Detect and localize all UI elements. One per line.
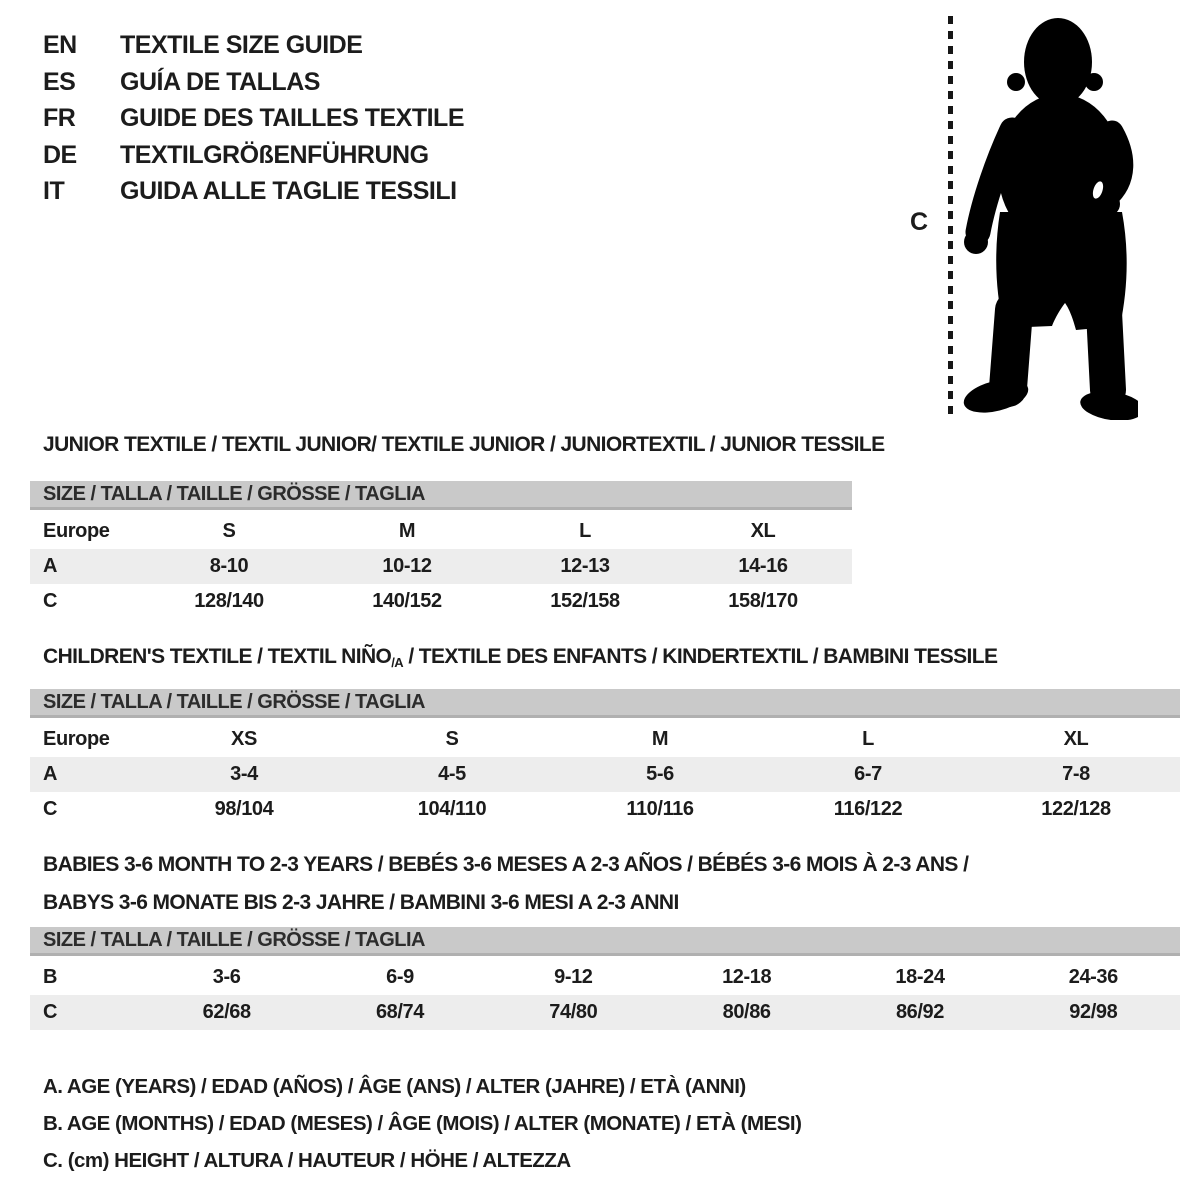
row-label: Europe <box>43 520 110 542</box>
children-size-table <box>30 689 1180 827</box>
size-header-label: SIZE / TALLA / TAILLE / GRÖSSE / TAGLIA <box>43 928 425 951</box>
size-header-label: SIZE / TALLA / TAILLE / GRÖSSE / TAGLIA <box>43 690 425 713</box>
language-title-list <box>43 27 464 210</box>
table-row-age <box>30 757 1180 792</box>
size-cell: M <box>651 728 669 750</box>
lang-code-de: DE <box>43 140 77 169</box>
junior-size-table <box>30 481 852 619</box>
height-measure-label: C <box>910 208 929 236</box>
height-cell: 74/80 <box>549 1001 598 1023</box>
height-cell: 80/86 <box>722 1001 771 1023</box>
lang-title-it: GUIDA ALLE TAGLIE TESSILI <box>120 177 457 205</box>
table-row-months <box>30 960 1180 995</box>
legend-age-months: B. AGE (MONTHS) / EDAD (MESES) / ÂGE (MOIS) / ALTER (MONATE) / ETÀ (MESI) <box>43 1112 802 1135</box>
size-cell: XL <box>750 520 776 542</box>
age-cell: 10-12 <box>382 555 432 577</box>
children-title-post: / TEXTILE DES ENFANTS / KINDERTEXTIL / BAMBINI TESSILE <box>403 645 998 668</box>
table-row-age <box>30 549 852 584</box>
size-cell: L <box>862 728 874 750</box>
table-row-europe <box>30 722 1180 757</box>
toddler-silhouette-icon <box>962 10 1138 420</box>
height-cell: 68/74 <box>375 1001 425 1023</box>
height-cell: 122/128 <box>1041 798 1111 820</box>
size-header-band <box>30 481 852 510</box>
months-cell: 12-18 <box>722 966 772 988</box>
row-label: C <box>43 590 58 612</box>
babies-size-table <box>30 927 1180 1030</box>
height-cell: 158/170 <box>728 590 798 612</box>
row-label: Europe <box>43 728 110 750</box>
row-label: A <box>43 763 58 785</box>
height-cell: 62/68 <box>202 1001 251 1023</box>
months-cell: 3-6 <box>212 966 241 988</box>
size-cell: S <box>222 520 236 542</box>
children-title-sub: /A <box>391 655 404 670</box>
lang-code-fr: FR <box>43 104 76 132</box>
height-cell: 92/98 <box>1069 1001 1118 1023</box>
months-cell: 24-36 <box>1068 966 1118 988</box>
row-label: C <box>43 798 58 820</box>
junior-section-title: JUNIOR TEXTILE / TEXTIL JUNIOR/ TEXTILE JUNIOR / JUNIORTEXTIL / JUNIOR TESSILE <box>43 433 885 456</box>
height-cell: 110/116 <box>626 798 694 820</box>
legend-height: C. (cm) HEIGHT / ALTURA / HAUTEUR / HÖHE / ALTEZZA <box>43 1149 571 1172</box>
height-cell: 140/152 <box>372 590 442 612</box>
table-row-height <box>30 792 1180 827</box>
lang-code-en: EN <box>43 31 77 59</box>
age-cell: 4-5 <box>438 763 466 785</box>
legend-age-years: A. AGE (YEARS) / EDAD (AÑOS) / ÂGE (ANS) / ALTER (JAHRE) / ETÀ (ANNI) <box>43 1075 746 1098</box>
size-cell: S <box>445 728 459 750</box>
height-cell: 128/140 <box>194 590 264 612</box>
height-cell: 98/104 <box>214 798 274 820</box>
age-cell: 7-8 <box>1062 763 1090 785</box>
months-cell: 9-12 <box>554 966 593 988</box>
table-row-europe <box>30 514 852 549</box>
children-section-title <box>43 645 997 670</box>
row-label: C <box>43 1001 58 1023</box>
height-cell: 116/122 <box>833 798 903 820</box>
lang-title-de: TEXTILGRÖßENFÜHRUNG <box>120 140 429 169</box>
height-measure-dashed-line <box>948 16 953 418</box>
size-header-band <box>30 927 1180 956</box>
lang-code-it: IT <box>43 177 65 205</box>
age-cell: 8-10 <box>209 555 249 577</box>
age-cell: 3-4 <box>230 763 258 785</box>
children-title-pre: CHILDREN'S TEXTILE / TEXTIL NIÑO <box>43 645 392 668</box>
height-cell: 104/110 <box>417 798 487 820</box>
lang-title-en: TEXTILE SIZE GUIDE <box>120 31 363 59</box>
table-row-height <box>30 995 1180 1030</box>
age-cell: 12-13 <box>560 555 610 577</box>
height-cell: 152/158 <box>550 590 620 612</box>
age-cell: 14-16 <box>738 555 788 577</box>
babies-section-title-line2: BABYS 3-6 MONATE BIS 2-3 JAHRE / BAMBINI 3-6 MESI A 2-3 ANNI <box>43 891 679 914</box>
lang-title-fr: GUIDE DES TAILLES TEXTILE <box>120 104 465 132</box>
babies-section-title-line1: BABIES 3-6 MONTH TO 2-3 YEARS / BEBÉS 3-6 MESES A 2-3 AÑOS / BÉBÉS 3-6 MOIS À 2-3 ANS / <box>43 853 969 876</box>
size-cell: XL <box>1063 728 1089 750</box>
lang-code-es: ES <box>43 67 76 96</box>
months-cell: 18-24 <box>895 966 945 988</box>
age-cell: 6-7 <box>854 763 882 785</box>
row-label: B <box>43 966 58 988</box>
size-cell: L <box>579 520 591 542</box>
size-header-label: SIZE / TALLA / TAILLE / GRÖSSE / TAGLIA <box>43 482 425 505</box>
height-cell: 86/92 <box>895 1001 944 1023</box>
table-row-height <box>30 584 852 619</box>
row-label: A <box>43 555 58 577</box>
age-cell: 5-6 <box>646 763 674 785</box>
size-cell: XS <box>231 728 257 750</box>
measure-legend <box>43 1068 801 1179</box>
size-header-band <box>30 689 1180 718</box>
lang-title-es: GUÍA DE TALLAS <box>120 67 320 96</box>
size-cell: M <box>398 520 416 542</box>
months-cell: 6-9 <box>386 966 414 988</box>
